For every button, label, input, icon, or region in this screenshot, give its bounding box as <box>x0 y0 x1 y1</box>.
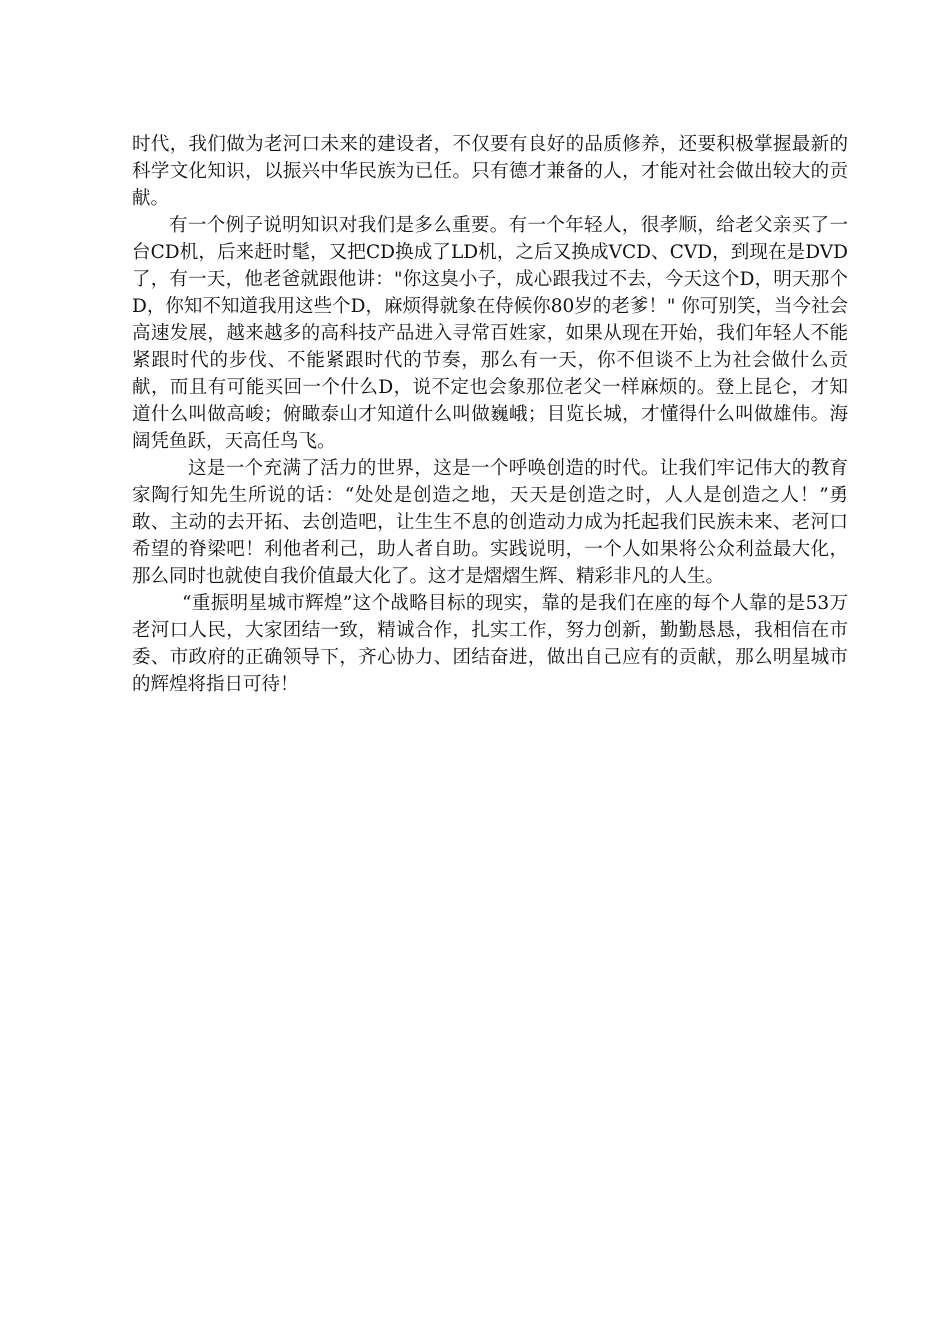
document-body <box>132 131 848 698</box>
paragraph-1: 时代，我们做为老河口未来的建设者，不仅要有良好的品质修养，还要积极掌握最新的科学文化知识，以振兴中华民族为已任。只有德才兼备的人，才能对社会做出较大的贡献。 <box>132 134 848 209</box>
paragraph-4: “重振明星城市辉煌”这个战略目标的现实，靠的是我们在座的每个人靠的是53万老河口人民，大家团结一致，精诚合作，扎实工作，努力创新，勤勤恳恳，我相信在市委、市政府的正确领导下，齐心协力、团结奋进，做出自己应有的贡献，那么明星城市的辉煌将指日可待！ <box>132 593 848 695</box>
paragraph-2: 有一个例子说明知识对我们是多么重要。有一个年轻人，很孝顺，给老父亲买了一台CD机，后来赶时髦，又把CD换成了LD机，之后又换成VCD、CVD，到现在是DVD了，有一天，他老爸就跟他讲："你这臭小子，成心跟我过不去，今天这个D，明天那个D，你知不知道我用这些个D，麻烦得就象在侍候你80岁的老爹！" 你可别笑，当今社会高速发展，越来越多的高科技产品进入寻常百姓家，如果从现在开始，我们年轻人不能紧跟时代的步伐、不能紧跟时代的节奏，那么有一天，你不但谈不上为社会做什么贡献，而且有可能买回一个什么D，说不定也会象那位老父一样麻烦的。登上昆仑，才知道什么叫做高峻；俯瞰泰山才知道什么叫做巍峨；目览长城，才懂得什么叫做雄伟。海阔凭鱼跃，天高任鸟飞。 <box>132 215 848 452</box>
paragraph-3: 这是一个充满了活力的世界，这是一个呼唤创造的时代。让我们牢记伟大的教育家陶行知先生所说的话：“处处是创造之地，天天是创造之时，人人是创造之人！”勇敢、主动的去开拓、去创造吧，让生生不息的创造动力成为托起我们民族未来、老河口希望的脊梁吧！利他者利己，助人者自助。实践说明，一个人如果将公众利益最大化，那么同时也就使自我价值最大化了。这才是熠熠生辉、精彩非凡的人生。 <box>132 458 848 587</box>
